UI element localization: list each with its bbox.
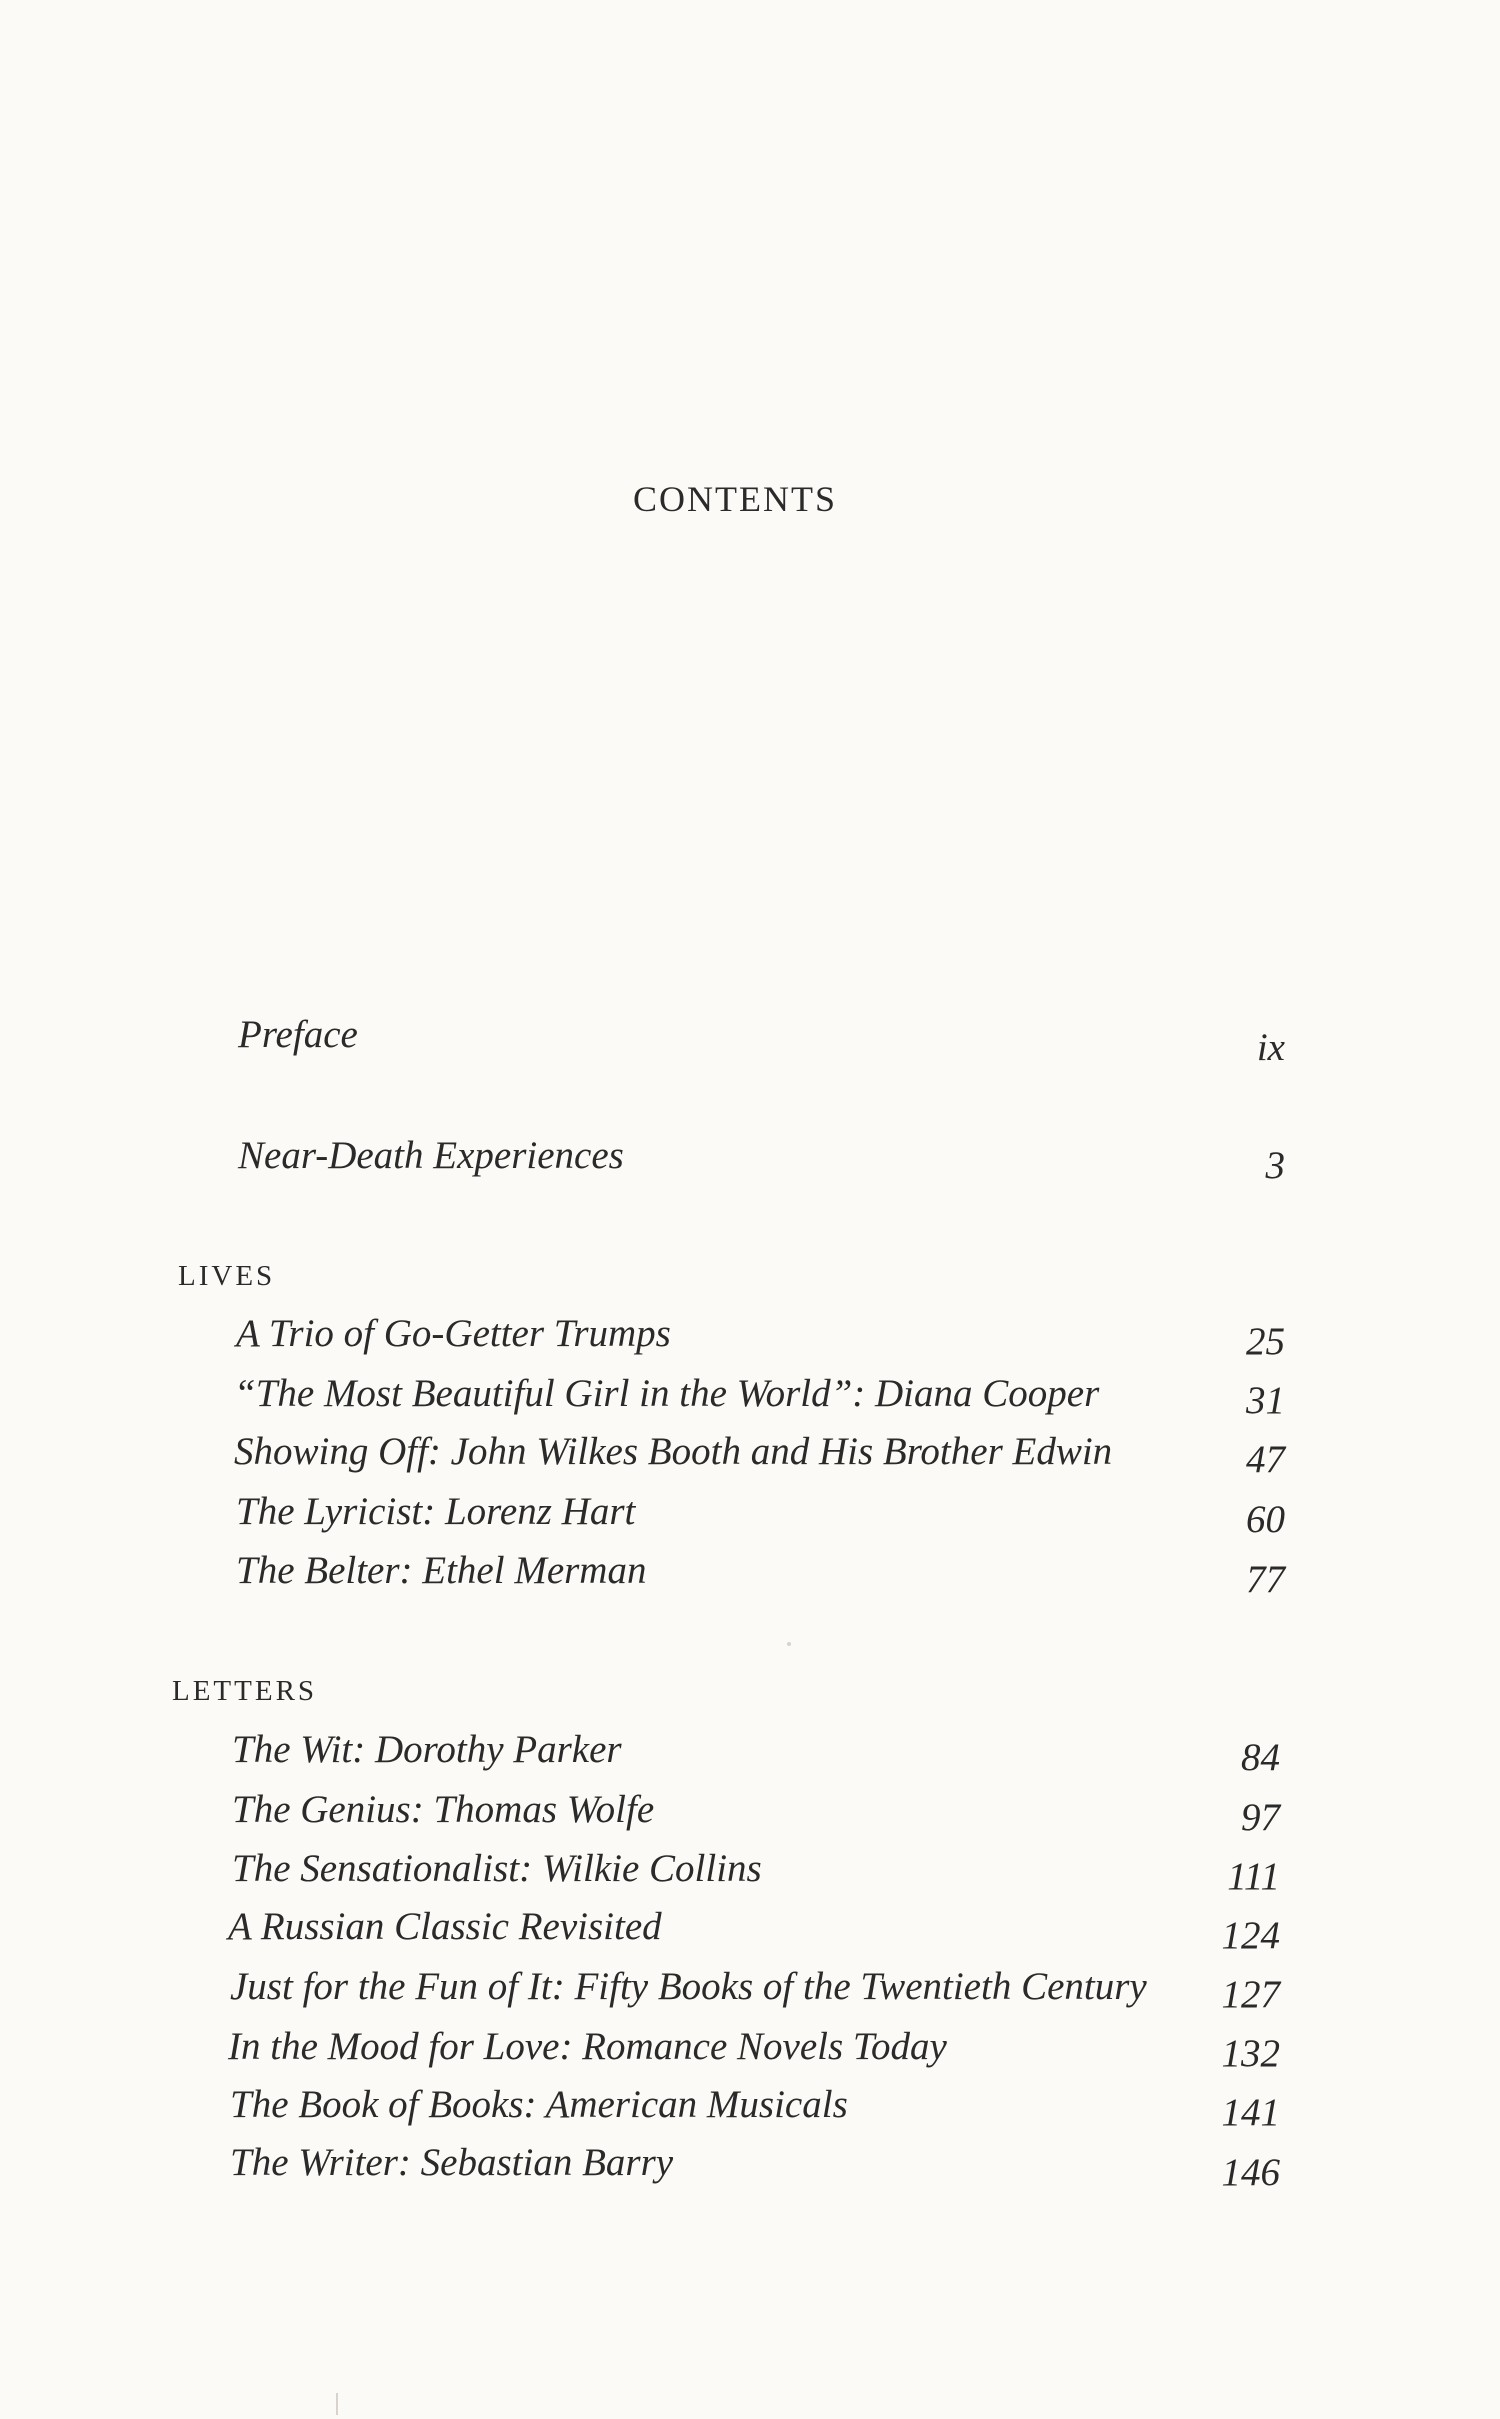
toc-entry-page: 47 — [1246, 1438, 1285, 1481]
toc-entry-title: The Lyricist: Lorenz Hart — [236, 1490, 636, 1533]
toc-entry-page: 31 — [1246, 1379, 1285, 1422]
toc-entry-page: 127 — [1221, 1973, 1280, 2016]
toc-entry-page: 84 — [1241, 1736, 1280, 1779]
toc-entry-title: The Genius: Thomas Wolfe — [232, 1788, 655, 1831]
toc-entry-title: In the Mood for Love: Romance Novels Today — [228, 2025, 947, 2068]
toc-entry-page: 111 — [1227, 1855, 1280, 1898]
toc-entry-title: “The Most Beautiful Girl in the World”: Diana Cooper — [234, 1372, 1100, 1415]
section-label-lives: LIVES — [178, 1260, 276, 1292]
toc-entry-page: 124 — [1221, 1914, 1280, 1957]
toc-entry-page: 146 — [1221, 2151, 1280, 2194]
scan-speck — [787, 1642, 791, 1646]
toc-entry-title: A Trio of Go-Getter Trumps — [236, 1312, 671, 1355]
toc-entry-title: The Sensationalist: Wilkie Collins — [232, 1847, 762, 1890]
toc-entry-title: A Russian Classic Revisited — [228, 1905, 662, 1948]
scan-speck — [336, 2393, 338, 2415]
toc-entry-page: ix — [1256, 1026, 1285, 1069]
toc-entry-title: The Belter: Ethel Merman — [236, 1549, 647, 1592]
toc-entry-page: 3 — [1265, 1144, 1285, 1187]
toc-entry-title: The Wit: Dorothy Parker — [232, 1728, 622, 1771]
toc-entry-page: 60 — [1246, 1498, 1285, 1541]
toc-entry-page: 77 — [1246, 1558, 1285, 1601]
toc-entry-title: The Book of Books: American Musicals — [230, 2083, 848, 2126]
toc-entry-title: Just for the Fun of It: Fifty Books of the Twentieth Century — [230, 1965, 1147, 2008]
toc-entry-title: Preface — [238, 1013, 358, 1056]
toc-entry-page: 25 — [1246, 1320, 1285, 1363]
toc-entry-title: Near-Death Experiences — [238, 1134, 624, 1177]
toc-entry-title: The Writer: Sebastian Barry — [230, 2141, 674, 2184]
toc-entry-page: 141 — [1221, 2091, 1280, 2134]
section-label-letters: LETTERS — [172, 1675, 318, 1707]
page-title: CONTENTS — [633, 479, 837, 519]
toc-entry-title: Showing Off: John Wilkes Booth and His Brother Edwin — [234, 1430, 1113, 1473]
toc-entry-page: 132 — [1221, 2032, 1280, 2075]
toc-entry-page: 97 — [1241, 1796, 1280, 1839]
